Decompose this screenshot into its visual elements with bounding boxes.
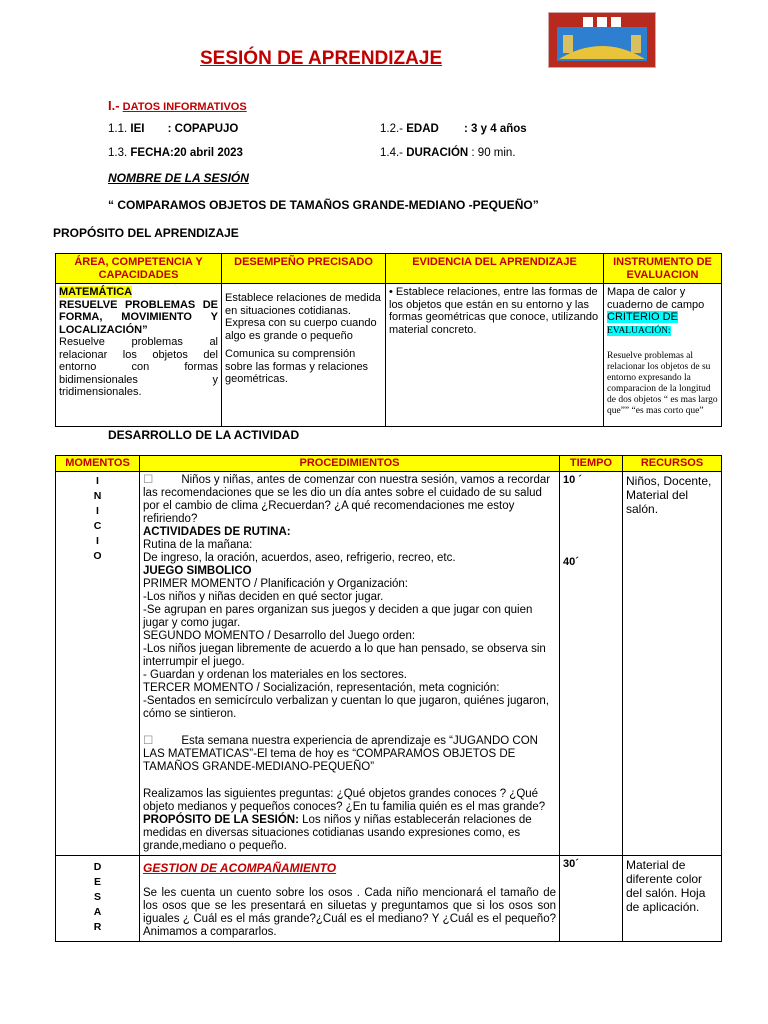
proc-line: Rutina de la mañana: (143, 538, 253, 551)
session-name: “ COMPARAMOS OBJETOS DE TAMAÑOS GRANDE-MEDIANO -PEQUEÑO” (108, 198, 539, 212)
proc-line: -Se agrupan en pares organizan sus juegos y deciden a que jugar con quien jugar y como jugar. (143, 603, 533, 629)
proc-line: PRIMER MOMENTO / Planificación y Organización: (143, 577, 409, 590)
proc-line: TERCER MOMENTO / Socialización, representación, meta cognición: (143, 681, 500, 694)
bullet-box-icon: ☐ (143, 734, 154, 747)
info-value: : 90 min. (471, 147, 516, 159)
proc-line: JUEGO SIMBOLICO (143, 564, 252, 577)
moment-letter: C (93, 519, 102, 532)
moment-letter: I (96, 504, 99, 517)
evidence-cell: • Establece relaciones, entre las formas de los objetos que están en su entorno y las formas geométricas que conoce, utilizando material concreto. (386, 284, 604, 427)
moment-letter: R (93, 920, 102, 933)
proc-line: - Guardan y ordenan los materiales en los sectores. (143, 668, 407, 681)
header-momentos: MOMENTOS (56, 456, 140, 472)
moment-letter: O (93, 549, 102, 562)
section-label: DATOS INFORMATIVOS (122, 101, 247, 113)
moment-letter: D (93, 860, 102, 873)
header-procedimientos: PROCEDIMIENTOS (140, 456, 560, 472)
info-key: FECHA (130, 147, 171, 159)
area-heading: MATEMÁTICA (59, 286, 133, 298)
proc-line: Los niños y niñas establecerán relaciones de medidas en diversas situaciones cotidianas usando expresiones como, es grande,mediano o pequeño. (143, 813, 532, 852)
header-tiempo: TIEMPO (560, 456, 623, 472)
info-edad (380, 123, 527, 135)
info-key: DURACIÓN (406, 147, 469, 159)
development-header-row (56, 456, 722, 472)
info-key: IEI (130, 123, 145, 135)
logo-emblem-icon (549, 13, 655, 67)
development-table (55, 455, 722, 942)
header-evidence: EVIDENCIA DEL APRENDIZAJE (386, 254, 604, 284)
inicio-resources: Niños, Docente, Material del salón. (623, 471, 722, 855)
desarrollo-time: 30´ (560, 855, 623, 941)
proc-line: SEGUNDO MOMENTO / Desarrollo del Juego orden: (143, 629, 416, 642)
time-value: 10 ´ (563, 473, 582, 486)
time-value: 40´ (563, 556, 579, 568)
proc-line: -Los niños juegan libremente de acuerdo a lo que han pensado, se observa sin interrumpir el juego. (143, 642, 546, 668)
purpose-header-row (56, 254, 722, 284)
performance-1: Establece relaciones de medida en situaciones cotidianas. Expresa con su cuerpo cuando algo es grande o pequeño (225, 292, 381, 342)
desarrollo-resources: Material de diferente color del salón. Hoja de aplicación. (623, 855, 722, 941)
proc-label: PROPÓSITO DE LA SESIÓN: (143, 813, 299, 826)
criterion-label-2: EVALUACIÓN: (607, 325, 671, 336)
moment-letter: A (93, 905, 102, 918)
criterion-text: Resuelve problemas al relacionar los objetos de su entorno expresando la comparacion de la longitud de dos objetos “ es mas largo que”” “es mas corto que” (607, 350, 718, 416)
section-number: I.- (108, 98, 120, 113)
section-datos-informativos (108, 98, 247, 113)
moment-letter: S (93, 890, 101, 903)
header-performance: DESEMPEÑO PRECISADO (222, 254, 386, 284)
moment-letter: I (96, 474, 99, 487)
purpose-row (56, 284, 722, 427)
gestion-title: GESTION DE ACOMPAÑAMIENTO (143, 860, 337, 875)
info-value: :20 abril 2023 (170, 147, 243, 159)
info-num: 1.2.- (380, 123, 404, 135)
proc-line: ACTIVIDADES DE RUTINA: (143, 525, 291, 538)
proc-line: Realizamos las siguientes preguntas: ¿Qué objetos grandes conoces ? ¿Qué objeto medianos y pequeños conoces? ¿En tu familia quién es el mas grande? (143, 787, 546, 813)
desarrollo-row (56, 855, 722, 941)
info-duracion (380, 147, 516, 159)
info-num: 1.4.- (380, 147, 404, 159)
info-iei (108, 123, 238, 135)
proc-line: De ingreso, la oración, acuerdos, aseo, refrigerio, recreo, etc. (143, 551, 456, 564)
proc-line: Esta semana nuestra experiencia de aprendizaje es “JUGANDO CON LAS MATEMATICAS”-El tema de hoy es “COMPARAMOS OBJETOS DE TAMAÑOS GRANDE-MEDIANO-PEQUEÑO” (143, 734, 538, 773)
info-value: : 3 y 4 años (464, 123, 527, 135)
info-fecha (108, 147, 243, 159)
bullet-box-icon: ☐ (143, 473, 154, 486)
performance-cell (222, 284, 386, 427)
competency: RESUELVE PROBLEMAS DE FORMA, MOVIMIENTO Y LOCALIZACIÓN” (59, 298, 218, 336)
criterion-label: CRITERIO DE (607, 311, 678, 323)
proc-line: Niños y niñas, antes de comenzar con nuestra sesión, vamos a recordar las recomendaciones que se les dio un día antes sobre el cuidado de su salud por el cambio de clima ¿Recuerdan? ¿A qué recomendaciones me estoy refiriendo? (143, 473, 551, 525)
school-logo (548, 12, 656, 68)
moment-letter: N (93, 489, 102, 502)
area-cell (56, 284, 222, 427)
inicio-row (56, 471, 722, 855)
instrument: Mapa de calor y cuaderno de campo (607, 286, 705, 311)
desarrollo-procedures (140, 855, 560, 941)
proc-line: -Los niños y niñas deciden en qué sector jugar. (143, 590, 384, 603)
header-area: ÁREA, COMPETENCIA Y CAPACIDADES (56, 254, 222, 284)
performance-2: Comunica su comprensión sobre las formas y relaciones geométricas. (225, 348, 369, 385)
purpose-title: PROPÓSITO DEL APRENDIZAJE (53, 226, 239, 240)
capacity-last: tridimensionales. (59, 386, 142, 398)
development-title: DESARROLLO DE LA ACTIVIDAD (108, 428, 300, 442)
moment-inicio (56, 471, 140, 855)
inicio-time (560, 471, 623, 855)
desarrollo-text: Se les cuenta un cuento sobre los osos . Cada niño mencionará el tamaño de los osos que se les presentará en siluetas y preguntamos que si los osos son iguales ¿ Cuál es el más grande?¿Cuál es el mediano? Y ¿Cuál es el pequeño? Animamos a compararlos. (143, 886, 556, 938)
inicio-procedures (140, 471, 560, 855)
purpose-table (55, 253, 722, 427)
proc-line: -Sentados en semicírculo verbalizan y cuentan lo que jugaron, quiénes jugaron, cómo se sintieron. (143, 694, 549, 720)
session-name-label: NOMBRE DE LA SESIÓN (108, 171, 249, 185)
info-key: EDAD (406, 123, 439, 135)
capacity: Resuelve problemas al relacionar los objetos del entorno con formas bidimensionales y (59, 336, 218, 386)
page-title: SESIÓN DE APRENDIZAJE (200, 48, 443, 69)
moment-letter: I (96, 534, 99, 547)
header-recursos: RECURSOS (623, 456, 722, 472)
info-value: : COPAPUJO (167, 123, 239, 135)
moment-letter: E (93, 875, 101, 888)
info-num: 1.1. (108, 123, 128, 135)
moment-desarrollo (56, 855, 140, 941)
info-num: 1.3. (108, 147, 128, 159)
instrument-cell (604, 284, 722, 427)
header-instrument: INSTRUMENTO DE EVALUACION (604, 254, 722, 284)
